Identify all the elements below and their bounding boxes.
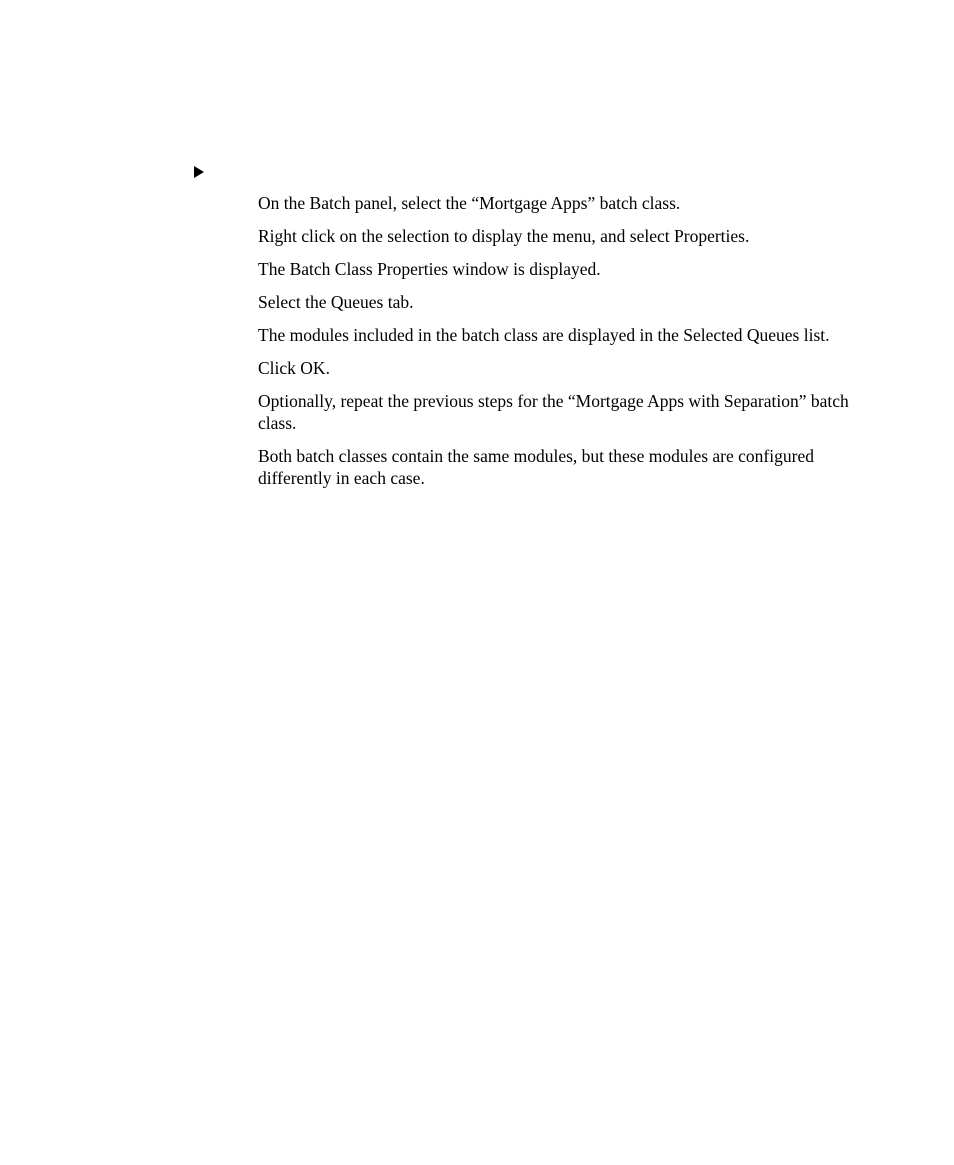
step-repeat-separation: Optionally, repeat the previous steps for the “Mortgage Apps with Separation” batch class. xyxy=(258,391,849,433)
procedure-bullet-icon xyxy=(194,166,204,178)
step-select-queues-tab: Select the Queues tab. xyxy=(258,292,414,312)
step-modules-displayed: The modules included in the batch class are displayed in the Selected Queues list. xyxy=(258,325,830,345)
step-select-batch-class: On the Batch panel, select the “Mortgage Apps” batch class. xyxy=(258,193,681,213)
step-open-properties: Right click on the selection to display the menu, and select Properties. xyxy=(258,226,750,246)
step-click-ok: Click OK. xyxy=(258,358,330,378)
procedure-steps xyxy=(258,192,888,500)
step-same-modules-note: Both batch classes contain the same modules, but these modules are configured differently in each case. xyxy=(258,446,814,488)
step-properties-displayed: The Batch Class Properties window is displayed. xyxy=(258,259,601,279)
